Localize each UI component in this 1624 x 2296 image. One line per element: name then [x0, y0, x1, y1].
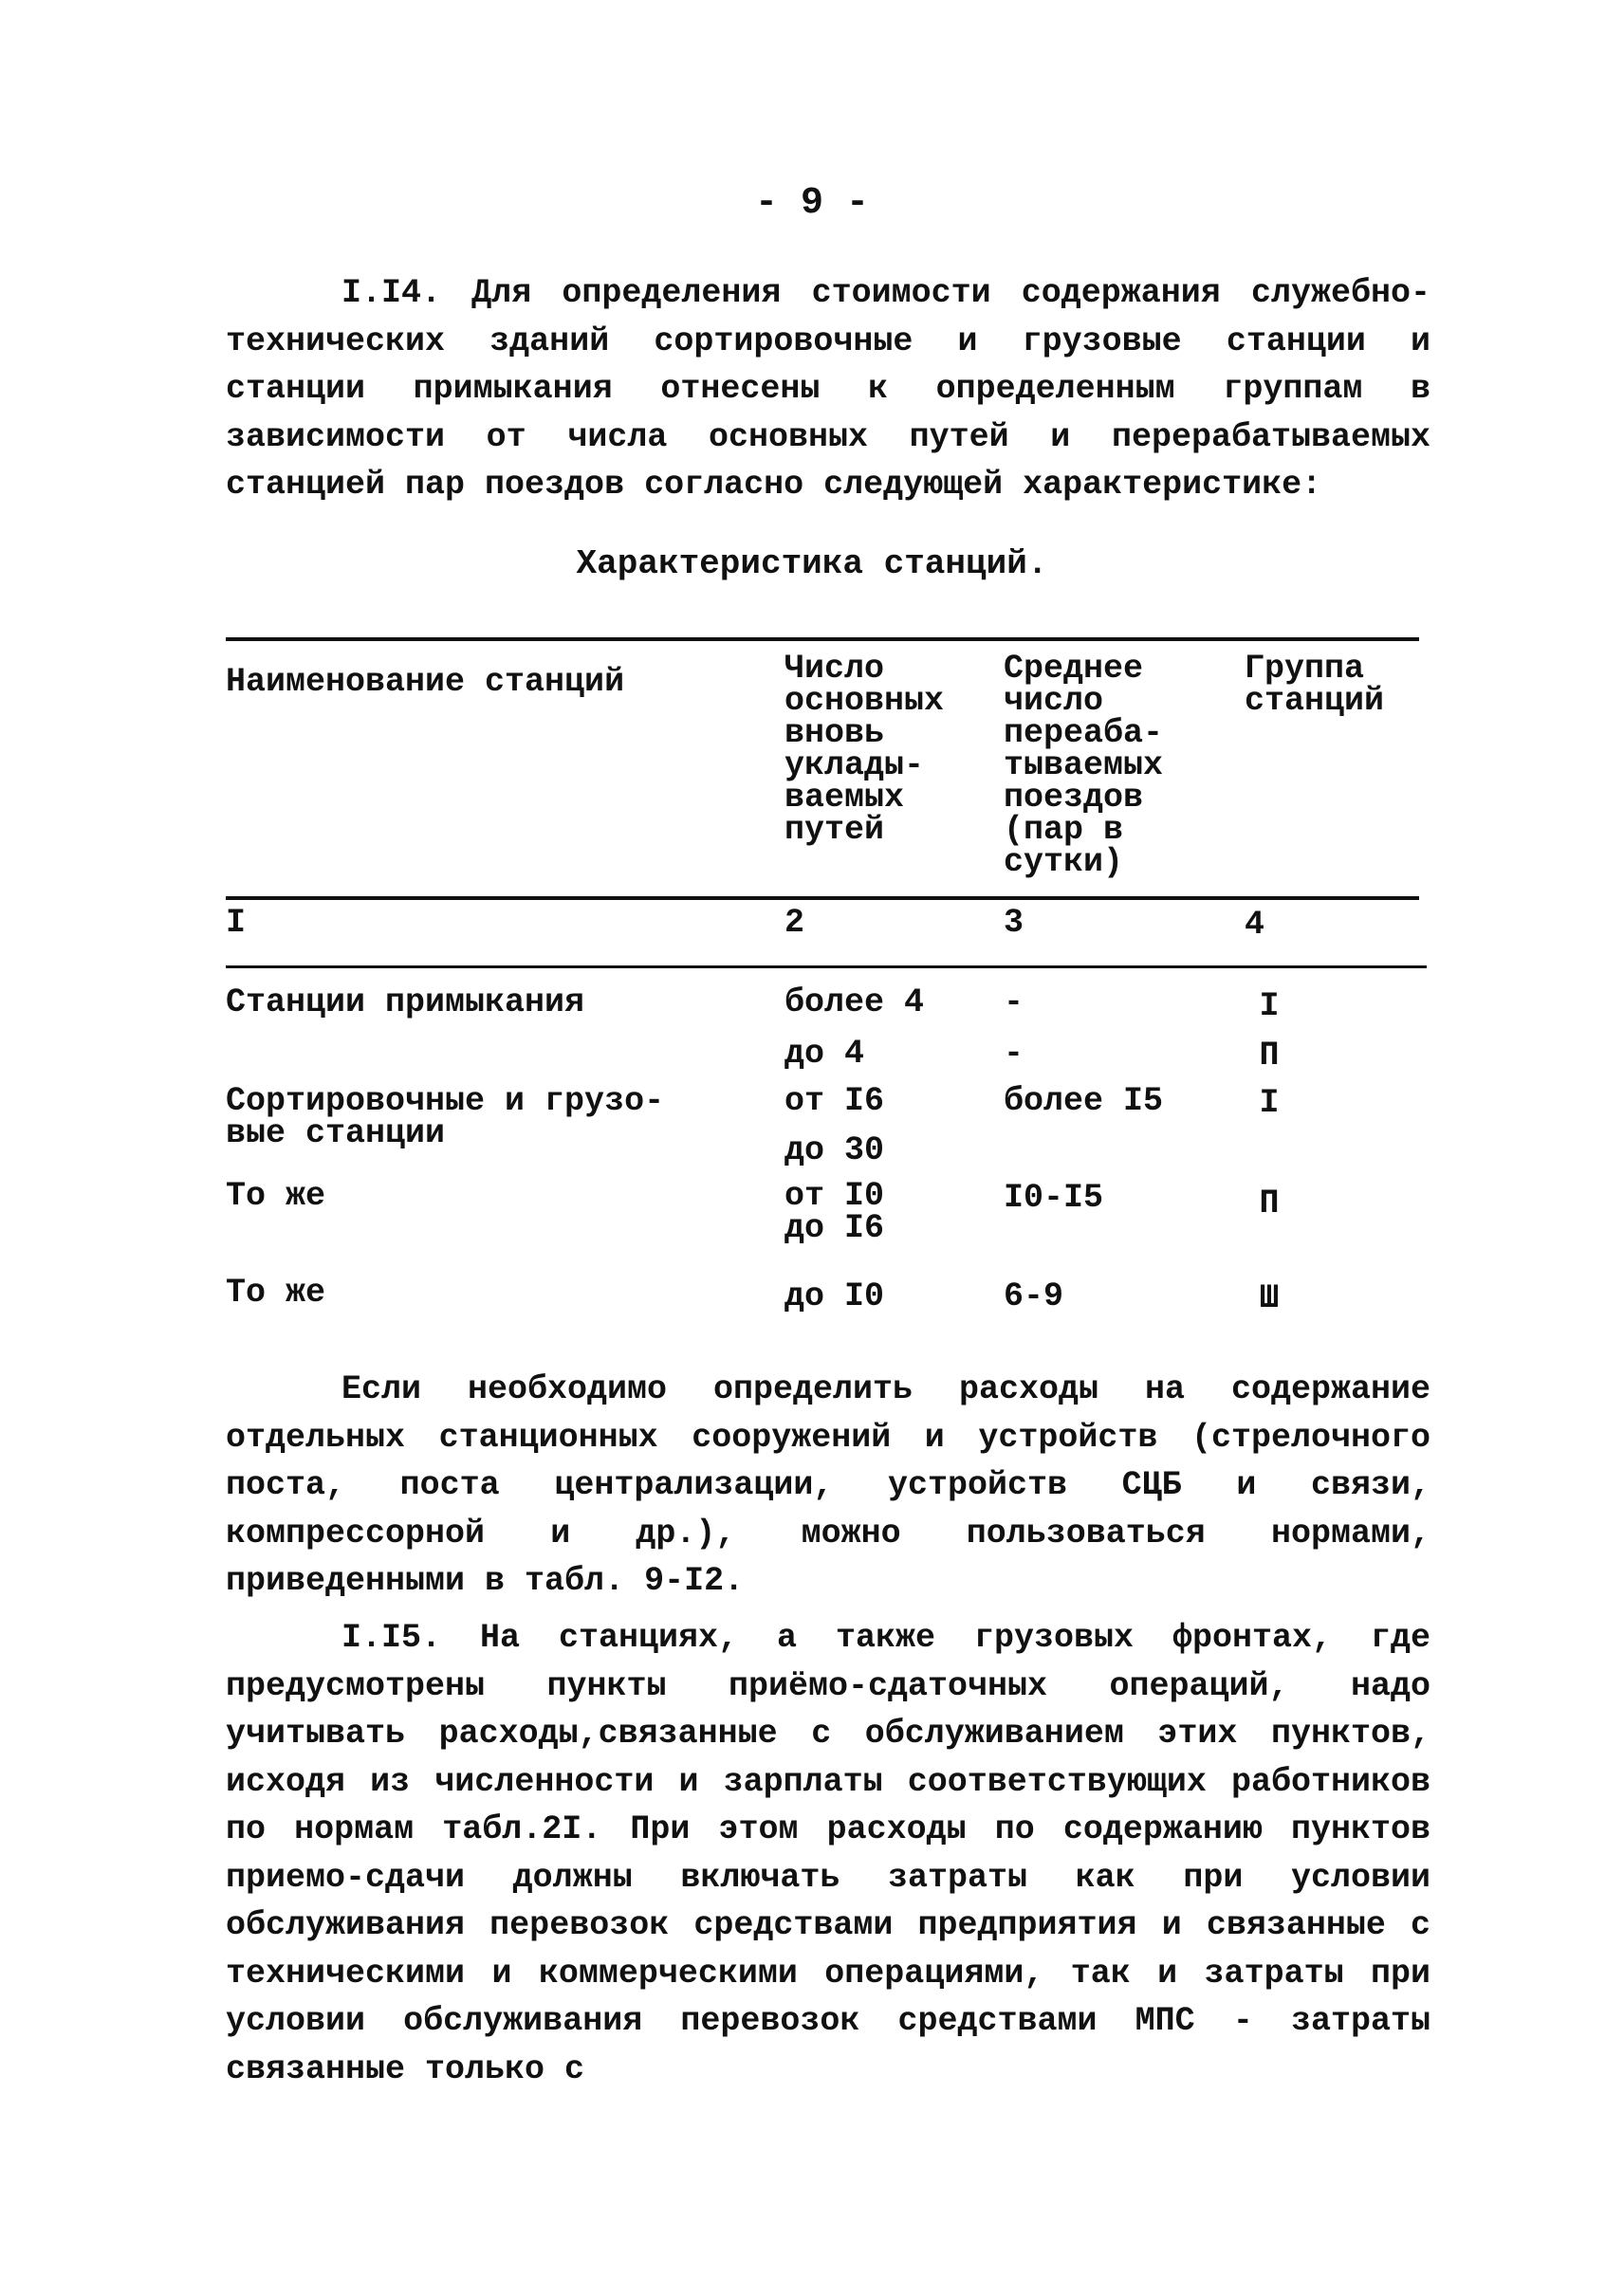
row-1-tracks: более 4: [784, 983, 925, 1021]
page-number: - 9 -: [754, 182, 870, 225]
header-trains: Среднее число переаба- тываемых поездов (пар в сутки): [1004, 650, 1164, 881]
row-6-trains: 6-9: [1004, 1277, 1064, 1315]
row-3-trains: более I5: [1004, 1082, 1164, 1120]
header-group: Группа станций: [1245, 650, 1385, 720]
row-2-tracks: до 4: [784, 1035, 865, 1073]
row-1-name: Станции примыкания: [226, 983, 585, 1021]
col-number-3: 3: [1004, 904, 1024, 942]
row-5-tracks: от I0 до I6: [784, 1177, 885, 1247]
row-5-group: П: [1259, 1185, 1280, 1222]
col-number-4: 4: [1245, 906, 1265, 944]
row-6-name: То же: [226, 1274, 326, 1312]
table-top-rule: [226, 637, 1419, 641]
paragraph-1-15-text: I.I5. На станциях, а также грузовых фронтах, где предусмотрены пункты приёмо-сдаточных операций, надо учитывать расходы,связанные с обслуживанием этих пунктов, исходя из численности и зарплаты соответствующих работников по нормам табл.2I. При этом расходы по содержанию пунктов приемо-сдачи должны включать затраты как при условии обслуживания перевозок средствами предприятия и связанные с техническими и коммерческими операциями, так и затраты при условии обслуживания перевозок средствами МПС - затраты связанные только с: [226, 1619, 1430, 2088]
row-3-name: Сортировочные и грузо- вые станции: [226, 1082, 665, 1152]
row-2-trains: -: [1004, 1035, 1024, 1073]
col-number-1: I: [226, 904, 247, 942]
row-5-name: То же: [226, 1177, 326, 1215]
row-6-group: Ш: [1259, 1279, 1280, 1317]
paragraph-note-text: Если необходимо определить расходы на содержание отдельных станционных сооружений и устройств (стрелочного поста, поста централизации, устройств СЦБ и связи, компрессорной и др.), можно пользоваться нормами, приведенными в табл. 9-I2.: [226, 1370, 1430, 1600]
row-5-trains: I0-I5: [1004, 1179, 1104, 1217]
row-2-group: П: [1259, 1037, 1280, 1075]
col-number-2: 2: [784, 904, 805, 942]
col-number-rule: [226, 965, 1427, 968]
header-name: Наименование станций: [226, 663, 625, 701]
paragraph-1-14: [226, 269, 1430, 509]
row-4-tracks: до 30: [784, 1131, 885, 1169]
row-6-tracks: до I0: [784, 1277, 885, 1315]
header-rule: [226, 896, 1419, 900]
paragraph-note: [226, 1366, 1430, 1606]
paragraph-1-14-text: I.I4. Для определения стоимости содержания служебно-технических зданий сортировочные и грузовые станции и станции примыкания отнесены к определенным группам в зависимости от числа основных путей и перерабатываемых станцией пар поездов согласно следующей характеристике:: [226, 274, 1430, 504]
row-3-tracks: от I6: [784, 1082, 885, 1120]
paragraph-1-15: [226, 1614, 1430, 2093]
row-3-group: I: [1259, 1084, 1280, 1122]
row-1-trains: -: [1004, 983, 1024, 1021]
table-title: Характеристика станций.: [576, 544, 1048, 583]
row-1-group: I: [1259, 987, 1280, 1025]
header-tracks: Число основных вновь уклады- ваемых путей: [784, 650, 945, 849]
